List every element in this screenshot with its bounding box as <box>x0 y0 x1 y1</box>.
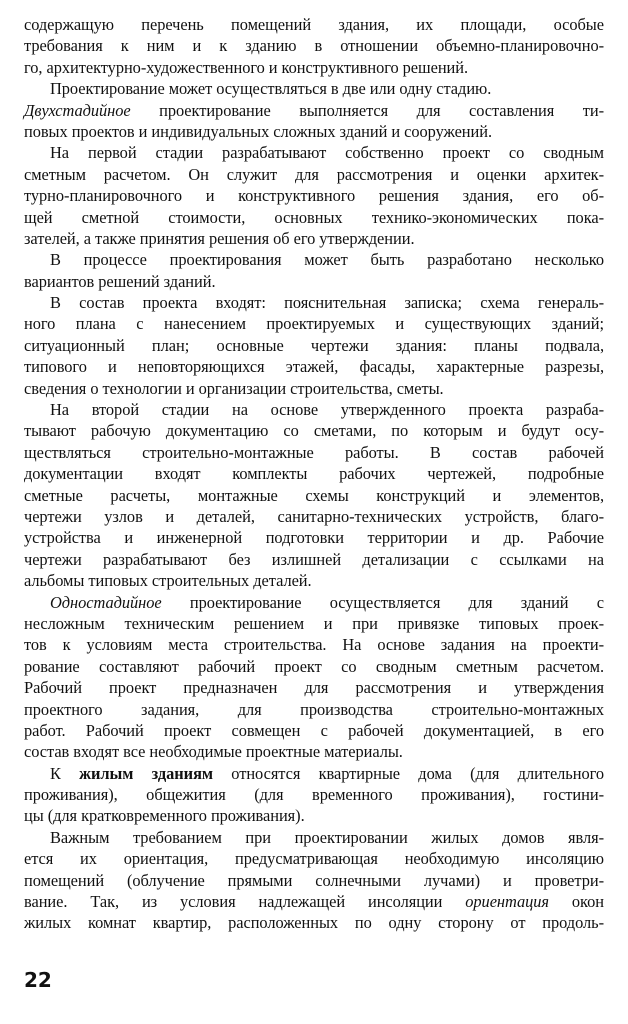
text-line <box>24 100 604 121</box>
text-run: проектирование осуществляется для зданий с <box>161 592 604 612</box>
text-line: жилых комнат квартир, расположенных по одну сторону от продоль- <box>24 913 604 933</box>
text-line: устройства и инженерной подготовки территории и др. Рабочие <box>24 528 604 548</box>
text-run: окон <box>549 892 604 912</box>
text-line: альбомы типовых строительных деталей. <box>24 571 312 591</box>
text-line: проектного задания, для производства строительно-монтажных <box>24 699 604 719</box>
text-line: сведения о технологии и организации строительства, сметы. <box>24 378 444 398</box>
text-line: проживания), общежития (для временного проживания), гостини- <box>24 785 604 805</box>
italic-term: Одностадийное <box>50 592 162 612</box>
text-line: чертежи разрабатывают без излишней детализации с ссылками на <box>24 549 604 569</box>
italic-term: Двухстадийное <box>24 100 131 120</box>
text-line: щей сметной стоимости, основных технико-экономических пока- <box>24 207 604 227</box>
text-line: тов к условиям места строительства. На основе задания на проекти- <box>24 635 604 655</box>
text-line <box>24 763 604 784</box>
text-line: На второй стадии на основе утвержденного проекта разраба- <box>50 400 604 420</box>
text-run: К <box>50 763 80 783</box>
text-line: типового и неповторяющихся этажей, фасады, характерные разрезы, <box>24 357 604 377</box>
text-line: Рабочий проект предназначен для рассмотрения и утверждения <box>24 678 604 698</box>
page-body <box>24 14 604 934</box>
text-line: повых проектов и индивидуальных сложных зданий и сооружений. <box>24 121 493 141</box>
text-line: ситуационный план; основные чертежи здания: планы подвала, <box>24 335 604 355</box>
text-run: вание. Так, из условия надлежащей инсоляции <box>24 892 466 912</box>
text-line: В состав проекта входят: пояснительная записка; схема генераль- <box>50 293 604 313</box>
text-line: цы (для кратковременного проживания). <box>24 806 305 826</box>
text-line: рование составляют рабочий проект со сводным сметным расчетом. <box>24 656 604 676</box>
bold-term: жилым зданиям <box>79 763 214 783</box>
text-line <box>24 592 604 613</box>
text-line: помещений (облучение прямыми солнечными лучами) и проветри- <box>24 870 604 890</box>
text-line: содержащую перечень помещений здания, их площади, особые <box>24 15 604 34</box>
text-line: Важным требованием при проектировании жилых домов явля- <box>50 827 604 847</box>
text-line: ного плана с нанесением проектируемых и существующих зданий; <box>24 314 604 334</box>
text-line: зателей, а также принятия решения об его утверждении. <box>24 228 415 248</box>
text-line: На первой стадии разрабатывают собственно проект со сводным <box>50 143 604 163</box>
text-line: сметным расчетом. Он служит для рассмотрения и оценки архитек- <box>24 164 604 184</box>
text-line <box>24 891 604 912</box>
text-line: го, архитектурно-художественного и конструктивного решений. <box>24 57 469 77</box>
text-line: состав входят все необходимые проектные материалы. <box>24 742 403 762</box>
text-line: В процессе проектирования может быть разработано несколько <box>50 250 604 270</box>
text-run: проектирование выполняется для составления ти- <box>130 100 604 120</box>
text-line: сметные расчеты, монтажные схемы конструкций и элементов, <box>24 485 604 505</box>
text-line: документации входят комплекты рабочих чертежей, подробные <box>24 464 604 484</box>
text-line: турно-планировочного и конструктивного решения здания, его об- <box>24 186 604 206</box>
text-line: ществляться строительно-монтажные работы. В состав рабочей <box>24 442 604 462</box>
text-line: тывают рабочую документацию со сметами, по которым и будут осу- <box>24 421 604 441</box>
text-line: ется их ориентация, предусматривающая необходимую инсоляцию <box>24 849 604 869</box>
text-line: чертежи узлов и деталей, санитарно-технических устройств, благо- <box>24 506 604 526</box>
text-line: требования к ним и к зданию в отношении объемно-планировочно- <box>24 36 604 56</box>
text-run: относятся квартирные дома (для длительного <box>213 763 604 783</box>
page-number: 22 <box>24 968 52 992</box>
italic-term: ориентация <box>465 892 549 912</box>
text-line: Проектирование может осуществляться в две или одну стадию. <box>50 79 492 99</box>
text-line: работ. Рабочий проект совмещен с рабочей документацией, в его <box>24 720 604 740</box>
text-line: вариантов решений зданий. <box>24 271 216 291</box>
text-line: несложным техническим решением и при привязке типовых проек- <box>24 613 604 633</box>
